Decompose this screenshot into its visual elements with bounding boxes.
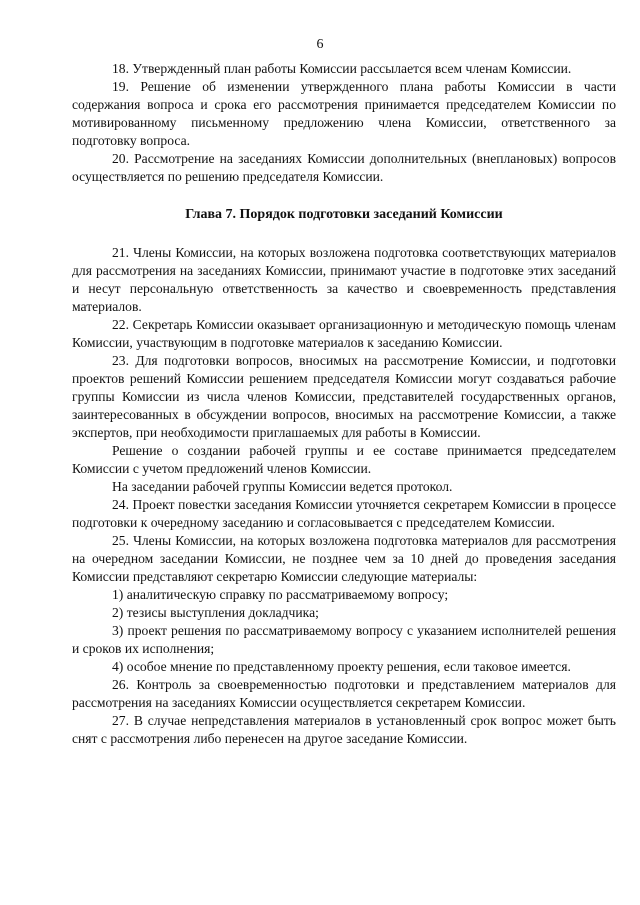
paragraph-working-group-decision: Решение о создании рабочей группы и ее составе принимается председателем Комиссии с учетом предложений членов Комиссии.	[72, 443, 616, 476]
paragraph-27: 27. В случае непредставления материалов в установленный срок вопрос может быть снят с рассмотрения либо перенесен на другое заседание Комиссии.	[72, 713, 616, 746]
paragraph-21: 21. Члены Комиссии, на которых возложена подготовка соответствующих материалов для рассмотрения на заседаниях Комиссии, принимают участие в подготовке этих заседаний и несут персональную ответственность за качество и своевременность представления материалов.	[72, 245, 616, 314]
chapter-heading: Глава 7. Порядок подготовки заседаний Комиссии	[185, 207, 503, 222]
list-item-2: 2) тезисы выступления докладчика;	[112, 605, 319, 620]
list-item-4: 4) особое мнение по представленному проекту решения, если таковое имеется.	[112, 659, 571, 674]
paragraph-23: 23. Для подготовки вопросов, вносимых на рассмотрение Комиссии, и подготовки проектов решений Комиссии решением председателя Комиссии могут создаваться рабочие группы Комиссии из числа членов Комиссии, представителей государственных органов, заинтересованных в обсуждении вопросов, вносимых на рассмотрение Комиссии, а также экспертов, при необходимости приглашаемых для работы в Комиссии.	[72, 353, 616, 440]
paragraph-20: 20. Рассмотрение на заседаниях Комиссии дополнительных (внеплановых) вопросов осуществляется по решению председателя Комиссии.	[72, 151, 616, 184]
page-number: 6	[316, 37, 324, 52]
paragraph-24: 24. Проект повестки заседания Комиссии уточняется секретарем Комиссии в процессе подготовки к очередному заседанию и согласовывается с председателем Комиссии.	[72, 497, 616, 530]
paragraph-26: 26. Контроль за своевременностью подготовки и представлением материалов для рассмотрения на заседаниях Комиссии осуществляется секретарем Комиссии.	[72, 677, 616, 710]
list-item-1: 1) аналитическую справку по рассматриваемому вопросу;	[112, 587, 449, 602]
paragraph-25: 25. Члены Комиссии, на которых возложена подготовка материалов для рассмотрения на очередном заседании Комиссии, не позднее чем за 10 дней до проведения заседания Комиссии представляют секретарю Комиссии следующие материалы:	[72, 533, 616, 584]
paragraph-22: 22. Секретарь Комиссии оказывает организационную и методическую помощь членам Комиссии, участвующим в подготовке материалов к заседанию Комиссии.	[72, 317, 616, 350]
list-item-3: 3) проект решения по рассматриваемому вопросу с указанием исполнителей решения и сроков их исполнения;	[72, 623, 616, 656]
paragraph-19: 19. Решение об изменении утвержденного плана работы Комиссии в части содержания вопроса и срока его рассмотрения принимается председателем Комиссии по мотивированному письменному предложению члена Комиссии, ответственного за подготовку вопроса.	[72, 79, 616, 148]
document-body	[72, 60, 616, 748]
paragraph-18: 18. Утвержденный план работы Комиссии рассылается всем членам Комиссии.	[112, 61, 572, 76]
paragraph-working-group-protocol: На заседании рабочей группы Комиссии ведется протокол.	[112, 479, 453, 494]
